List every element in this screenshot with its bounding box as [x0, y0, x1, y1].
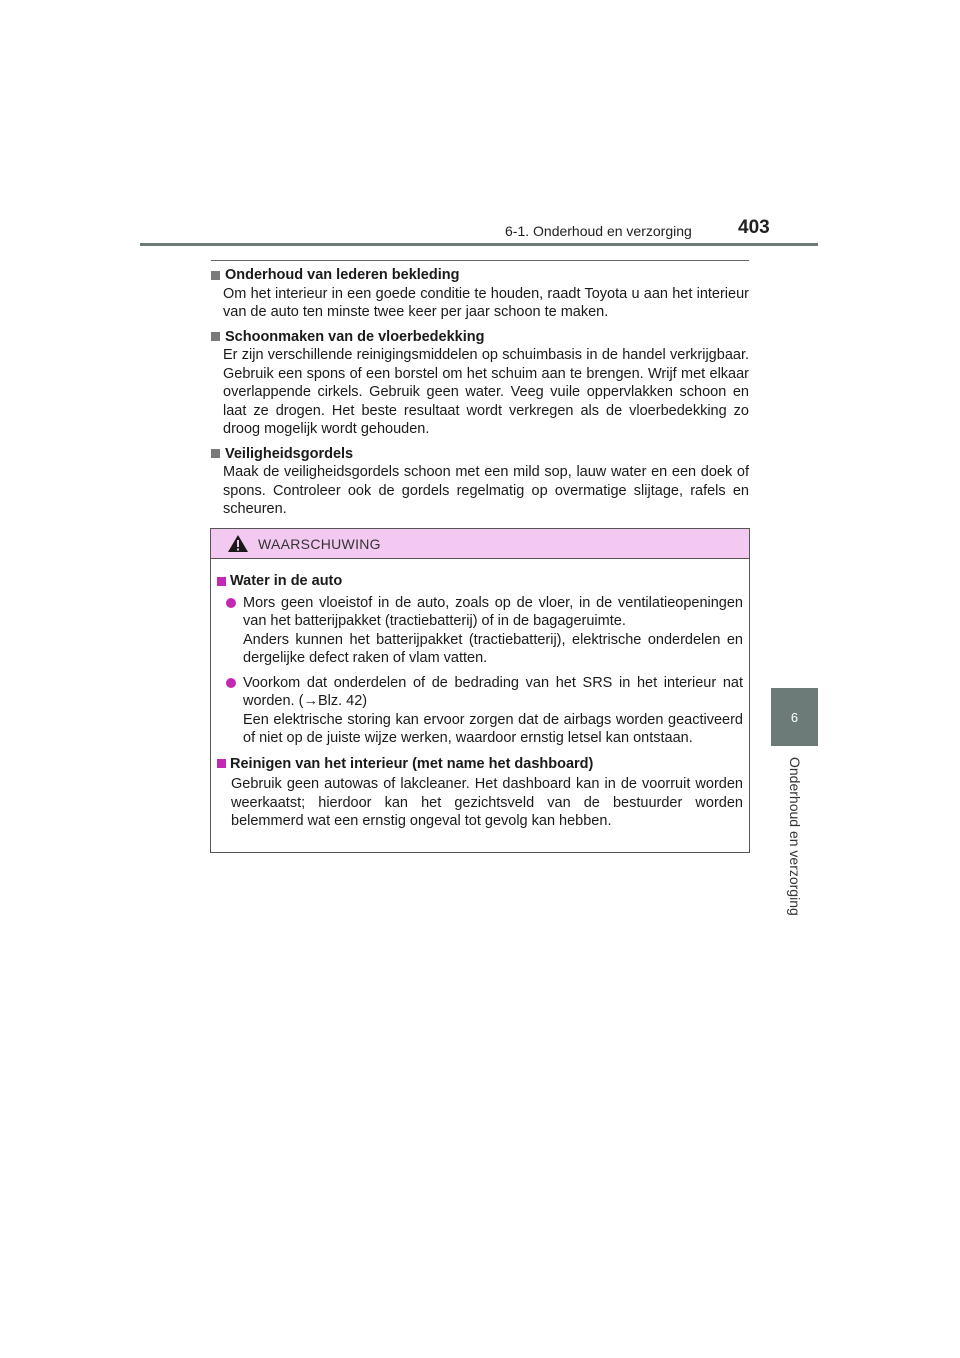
warning-section-title: Reinigen van het interieur (met name het dashboard)	[230, 755, 594, 772]
section-carpet	[211, 328, 749, 439]
square-bullet-icon	[211, 332, 220, 341]
bullet-text: Een elektrische storing kan ervoor zorgen dat de airbags worden geactiveerd of niet op de juiste wijze werken, waardoor ernstig letsel kan ontstaan.	[243, 711, 743, 746]
header-rule	[140, 243, 818, 246]
square-bullet-icon	[211, 449, 220, 458]
round-bullet-icon	[226, 598, 236, 608]
chapter-tab	[771, 688, 818, 746]
square-bullet-icon	[211, 271, 220, 280]
section-title: Veiligheidsgordels	[225, 445, 354, 462]
warning-section-water	[217, 572, 743, 748]
chapter-side-label: Onderhoud en verzorging	[787, 757, 803, 916]
warning-section-title: Water in de auto	[230, 573, 343, 589]
main-content	[211, 266, 749, 525]
section-body: Om het interieur in een goede conditie te houden, raadt Toyota u aan het interieur van de auto ten minste twee keer per jaar schoon te maken.	[223, 285, 749, 320]
section-leather	[211, 266, 749, 322]
page-number: 403	[738, 217, 770, 238]
section-body: Er zijn verschillende reinigingsmiddelen op schuimbasis in de handel verkrijgbaar. Gebruik een spons of een borstel om het schuim aan te brengen. Wrijf met elkaar overlappende cirkels. Gebruik geen water. Veeg vuile oppervlakken schoon en laat ze drogen. Het beste resultaat wordt verkregen als de vloerbedekking zo droog mogelijk wordt gehouden.	[223, 347, 749, 437]
bullet-text: Anders kunnen het batterijpakket (tractiebatterij), elektrische onderdelen en dergelijke defect raken of vlam vatten.	[243, 631, 743, 666]
warning-body	[211, 559, 749, 831]
section-seatbelts	[211, 445, 749, 519]
section-title: Schoonmaken van de vloerbedekking	[225, 328, 485, 345]
warning-header	[211, 529, 749, 559]
warning-section-body: Gebruik geen autowas of lakcleaner. Het dashboard kan in de voorruit worden weerkaatst; hierdoor kan het gezichtsveld van de bestuurder worden belemmerd wat een ernstig ongeval tot gevolg kan hebben.	[231, 776, 743, 829]
square-bullet-icon	[217, 577, 226, 586]
warning-title: WAARSCHUWING	[258, 535, 381, 552]
square-bullet-icon	[217, 759, 226, 768]
section-header: 6-1. Onderhoud en verzorging	[505, 223, 692, 239]
round-bullet-icon	[226, 678, 236, 688]
warning-bullet	[217, 674, 743, 748]
warning-box	[210, 528, 750, 853]
warning-triangle-icon	[227, 534, 249, 553]
section-body: Maak de veiligheidsgordels schoon met een mild sop, lauw water en een doek of spons. Controleer ook de gordels regelmatig op overmatige slijtage, rafels en scheuren.	[223, 464, 749, 517]
warning-bullet	[217, 594, 743, 668]
warning-section-dashboard	[217, 755, 743, 831]
section-title: Onderhoud van lederen bekleding	[225, 267, 460, 283]
content-rule	[211, 260, 749, 261]
bullet-text: Mors geen vloeistof in de auto, zoals op de vloer, in de ventilatieopeningen van het batterijpakket (tractiebatterij) of in de bagageruimte.	[243, 594, 743, 629]
bullet-text: Voorkom dat onderdelen of de bedrading van het SRS in het interieur nat worden. (→Blz. 42)	[243, 674, 743, 709]
chapter-number: 6	[790, 709, 799, 725]
